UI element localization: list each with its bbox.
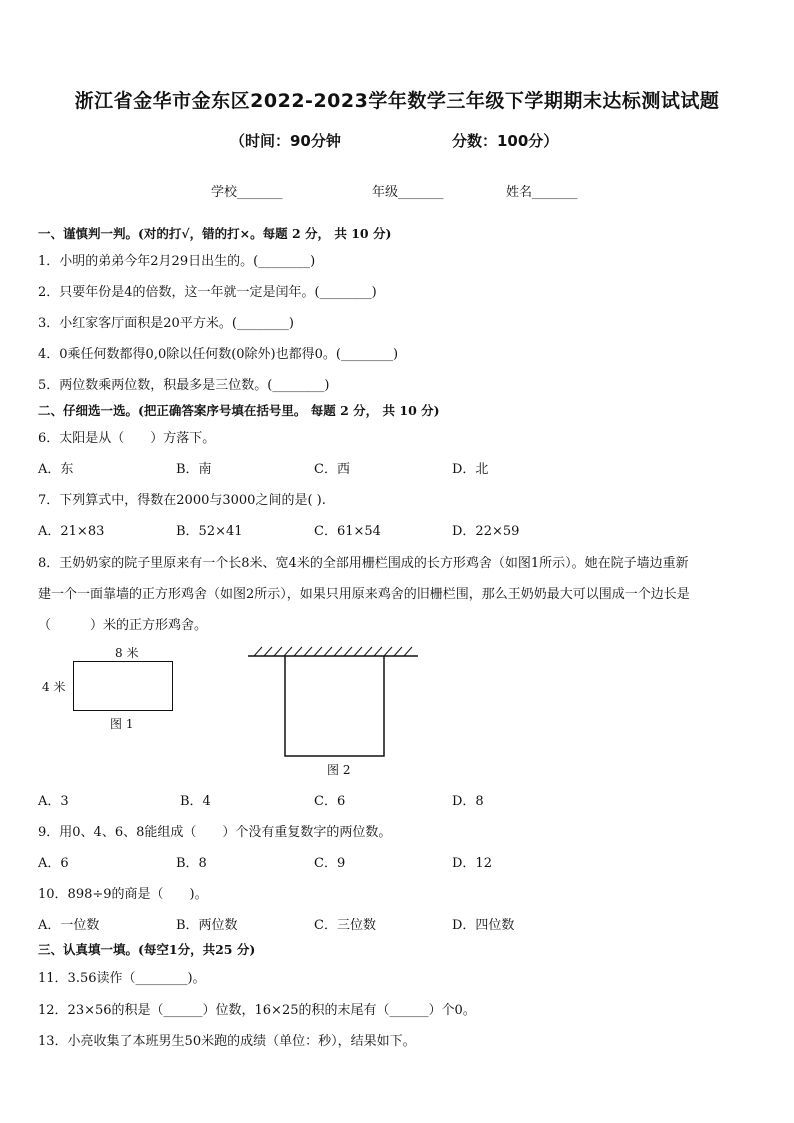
grade-field: 年级_______ xyxy=(372,185,444,200)
q10-option-d: D．四位数 xyxy=(452,918,515,933)
exam-score: 分数：100分） xyxy=(452,132,559,150)
q10-option-c: C．三位数 xyxy=(314,918,376,933)
question-8-line1: 8．王奶奶家的院子里原来有一个长8米、宽4米的全部用栅栏围成的长方形鸡舍（如图1所示）。她在院子墙边重新 xyxy=(38,556,689,571)
question-2: 2．只要年份是4的倍数，这一年就一定是闰年。(________) xyxy=(38,285,377,300)
question-10: 10．898÷9的商是（ )。 xyxy=(38,887,208,902)
question-6: 6．太阳是从（ ）方落下。 xyxy=(38,431,216,446)
exam-title: 浙江省金华市金东区2022-2023学年数学三年级下学期期末达标测试试题 xyxy=(74,90,720,112)
section1-heading: 一、谨慎判一判。(对的打√，错的打×。每题 2 分， 共 10 分) xyxy=(38,226,392,241)
question-4: 4．0乘任何数都得0,0除以任何数(0除外)也都得0。(________) xyxy=(38,347,399,362)
exam-time: （时间：90分钟 xyxy=(230,132,341,150)
section3-heading: 三、认真填一填。(每空1分，共25 分) xyxy=(38,942,256,957)
q7-option-c: C．61×54 xyxy=(314,524,381,539)
fig2-wall-square xyxy=(244,644,424,759)
q6-option-a: A．东 xyxy=(38,462,74,477)
name-field: 姓名_______ xyxy=(506,185,578,200)
question-11: 11．3.56读作（________)。 xyxy=(38,971,206,986)
q7-option-d: D．22×59 xyxy=(452,524,520,539)
q6-option-c: C．西 xyxy=(314,462,350,477)
question-3: 3．小红家客厅面积是20平方米。(________) xyxy=(38,316,294,331)
question-8-line3: （ ）米的正方形鸡舍。 xyxy=(38,618,208,633)
q7-option-a: A．21×83 xyxy=(38,524,105,539)
fig1-rectangle xyxy=(73,661,173,711)
question-8-line2: 建一个一面靠墙的正方形鸡舍（如图2所示），如果只用原来鸡舍的旧栅栏围，那么王奶奶最大可以围成一个边长是 xyxy=(38,587,690,602)
q9-option-b: B．8 xyxy=(176,856,207,871)
fig1-width-label: 4 米 xyxy=(42,680,66,694)
q6-option-b: B．南 xyxy=(176,462,212,477)
q8-option-c: C．6 xyxy=(314,794,346,809)
question-7: 7．下列算式中，得数在2000与3000之间的是( ). xyxy=(38,493,326,508)
q10-option-a: A．一位数 xyxy=(38,918,100,933)
fig2-caption: 图 2 xyxy=(327,763,351,777)
question-1: 1．小明的弟弟今年2月29日出生的。(________) xyxy=(38,254,316,269)
question-5: 5．两位数乘两位数，积最多是三位数。(________) xyxy=(38,378,330,393)
q8-option-d: D．8 xyxy=(452,794,484,809)
school-field: 学校_______ xyxy=(211,185,283,200)
q8-option-b: B．4 xyxy=(180,794,211,809)
fig1-caption: 图 1 xyxy=(110,717,134,731)
q9-option-c: C．9 xyxy=(314,856,346,871)
q6-option-d: D．北 xyxy=(452,462,489,477)
q10-option-b: B．两位数 xyxy=(176,918,238,933)
question-12: 12．23×56的积是（______）位数，16×25的积的末尾有（______）个0。 xyxy=(38,1003,476,1018)
q7-option-b: B．52×41 xyxy=(176,524,243,539)
question-9: 9．用0、4、6、8能组成（ ）个没有重复数字的两位数。 xyxy=(38,825,392,840)
q8-option-a: A．3 xyxy=(38,794,69,809)
fig1-length-label: 8 米 xyxy=(115,646,139,660)
q9-option-a: A．6 xyxy=(38,856,69,871)
section2-heading: 二、仔细选一选。(把正确答案序号填在括号里。 每题 2 分， 共 10 分) xyxy=(38,403,440,418)
q9-option-d: D．12 xyxy=(452,856,492,871)
question-13: 13．小亮收集了本班男生50米跑的成绩（单位：秒），结果如下。 xyxy=(38,1034,416,1049)
